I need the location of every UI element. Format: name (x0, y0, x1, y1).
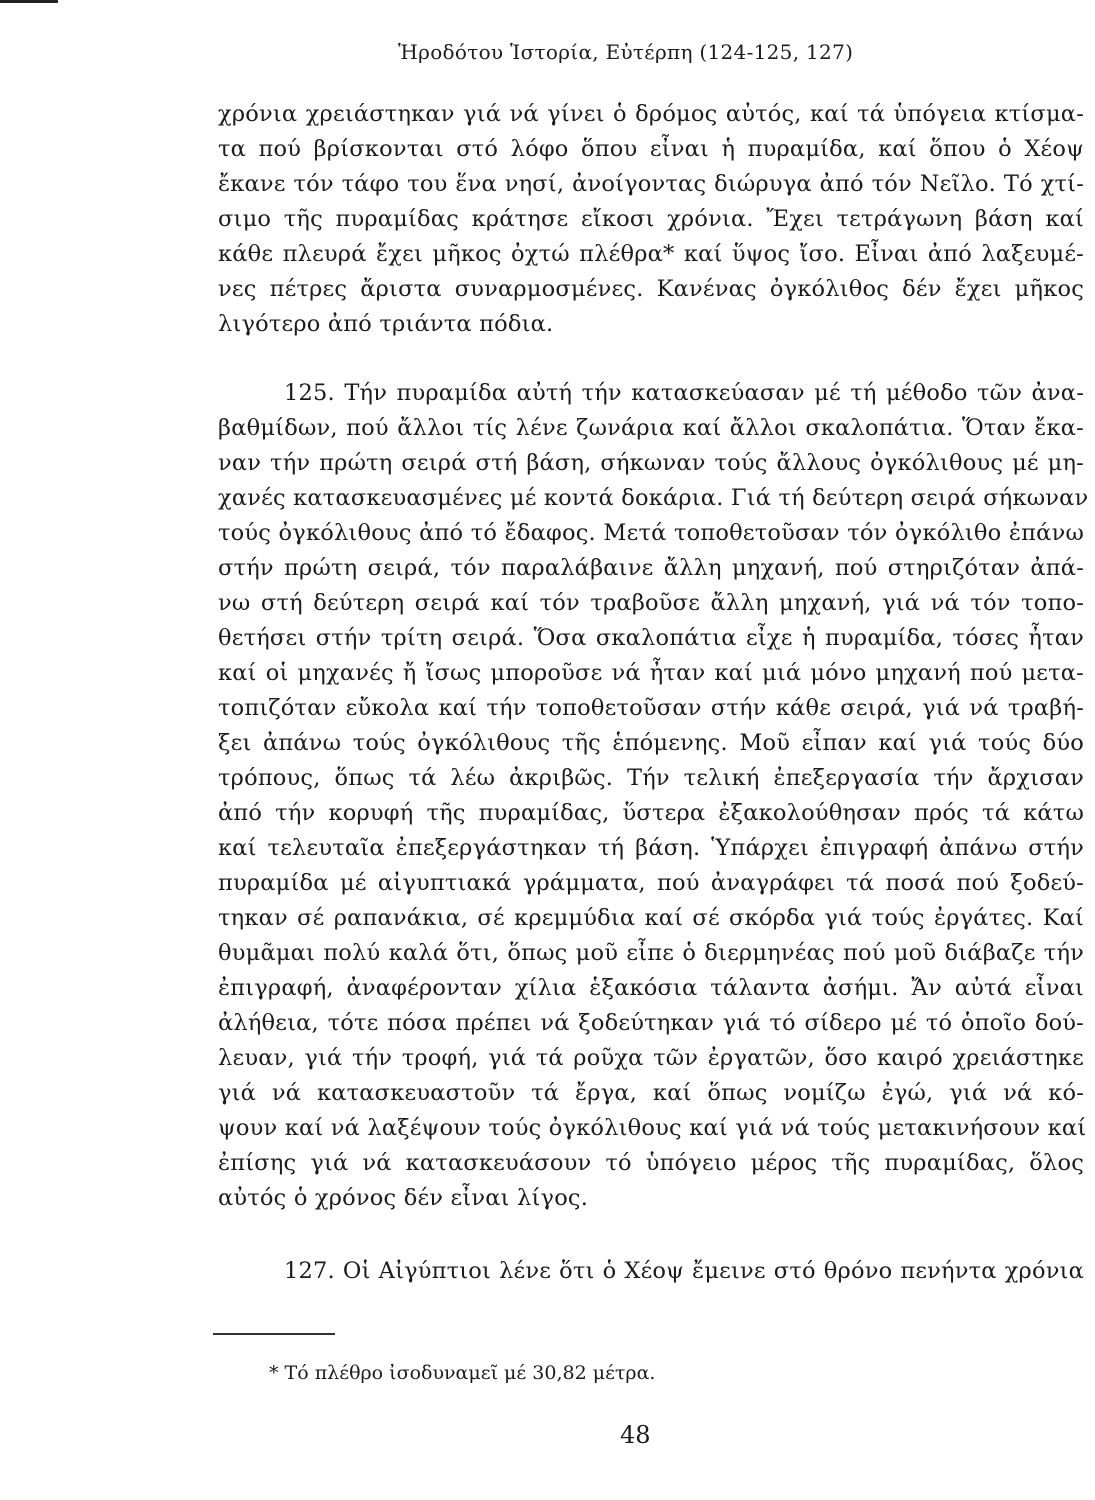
paragraph-125-start: 125. Τήν πυραμίδα αὐτή τήν κατασκεύασαν μέ τή μέθοδο τῶν ἀνα- (284, 380, 1084, 406)
text-line: θυμᾶμαι πολύ καλά ὅτι, ὅπως μοῦ εἶπε ὁ διερμηνέας πού μοῦ διάβαζε τήν (218, 940, 1084, 966)
paragraph-127-start: 127. Οἱ Αἰγύπτιοι λένε ὅτι ὁ Χέοψ ἔμεινε στό θρόνο πενήντα χρόνια (284, 1258, 1084, 1284)
page-number: 48 (620, 1421, 651, 1449)
text-line: ἀλήθεια, τότε πόσα πρέπει νά ξοδεύτηκαν γιά τό σίδερο μέ τό ὁποῖο δού- (218, 1010, 1084, 1036)
text-line: κάθε πλευρά ἔχει μῆκος ὀχτώ πλέθρα* καί ὕψος ἴσο. Εἶναι ἀπό λαξευμέ- (218, 241, 1084, 267)
text-line: στήν πρώτη σειρά, τόν παραλάβαινε ἄλλη μηχανή, πού στηριζόταν ἀπά- (218, 555, 1084, 581)
text-line: ξει ἀπάνω τούς ὀγκόλιθους τῆς ἑπόμενης. Μοῦ εἶπαν καί γιά τούς δύο (218, 730, 1084, 756)
text-line: νω στή δεύτερη σειρά καί τόν τραβοῦσε ἄλλη μηχανή, γιά νά τόν τοπο- (218, 590, 1084, 616)
text-line: τηκαν σέ ραπανάκια, σέ κρεμμύδια καί σέ σκόρδα γιά τούς ἐργάτες. Καί (218, 905, 1084, 931)
text-line: αὐτός ὁ χρόνος δέν εἶναι λίγος. (218, 1185, 589, 1211)
text-line: ψουν καί νά λαξέψουν τούς ὀγκόλιθους καί γιά νά τούς μετακινήσουν καί (218, 1115, 1087, 1141)
text-line: βαθμίδων, πού ἄλλοι τίς λένε ζωνάρια καί ἄλλοι σκαλοπάτια. Ὅταν ἔκα- (218, 415, 1084, 441)
text-line: καί οἱ μηχανές ἤ ἴσως μποροῦσε νά ἦταν καί μιά μόνο μηχανή πού μετα- (218, 660, 1084, 686)
text-line: χρόνια χρειάστηκαν γιά νά γίνει ὁ δρόμος αὐτός, καί τά ὑπόγεια κτίσμα- (218, 101, 1084, 127)
text-line: γιά νά κατασκευαστοῦν τά ἔργα, καί ὅπως νομίζω ἐγώ, γιά νά κό- (218, 1080, 1084, 1106)
text-line: ναν τήν πρώτη σειρά στή βάση, σήκωναν τούς ἄλλους ὀγκόλιθους μέ μη- (218, 450, 1084, 476)
text-line: χανές κατασκευασμένες μέ κοντά δοκάρια. Γιά τή δεύτερη σειρά σήκωναν (218, 485, 1089, 511)
top-edge-rule (0, 0, 58, 3)
text-line: τρόπους, ὅπως τά λέω ἀκριβῶς. Τήν τελική ἐπεξεργασία τήν ἄρχισαν (218, 765, 1084, 791)
footnote-separator (213, 1333, 335, 1335)
text-line: ἐπίσης γιά νά κατασκευάσουν τό ὑπόγειο μέρος τῆς πυραμίδας, ὅλος (218, 1150, 1084, 1176)
text-line: πυραμίδα μέ αἰγυπτιακά γράμματα, πού ἀναγράφει τά ποσά πού ξοδεύ- (218, 870, 1084, 896)
text-line: καί τελευταῖα ἐπεξεργάστηκαν τή βάση. Ὑπάρχει ἐπιγραφή ἀπάνω στήν (218, 835, 1084, 861)
text-line: τούς ὀγκόλιθους ἀπό τό ἔδαφος. Μετά τοποθετοῦσαν τόν ὀγκόλιθο ἐπάνω (218, 520, 1084, 546)
text-line: θετήσει στήν τρίτη σειρά. Ὅσα σκαλοπάτια εἶχε ἡ πυραμίδα, τόσες ἦταν (218, 625, 1084, 651)
text-line: τοπιζόταν εὔκολα καί τήν τοποθετοῦσαν στήν κάθε σειρά, γιά νά τραβή- (218, 695, 1084, 721)
text-line: λιγότερο ἀπό τριάντα πόδια. (218, 311, 554, 337)
text-line: σιμο τῆς πυραμίδας κράτησε εἴκοσι χρόνια. Ἔχει τετράγωνη βάση καί (218, 206, 1084, 232)
text-line: ἐπιγραφή, ἀναφέρονταν χίλια ἑξακόσια τάλαντα ἀσήμι. Ἄν αὐτά εἶναι (218, 975, 1084, 1001)
text-line: ἀπό τήν κορυφή τῆς πυραμίδας, ὕστερα ἐξακολούθησαν πρός τά κάτω (218, 800, 1084, 826)
footnote: * Τό πλέθρο ἰσοδυναμεῖ μέ 30,82 μέτρα. (269, 1362, 656, 1384)
text-line: νες πέτρες ἄριστα συναρμοσμένες. Κανένας ὀγκόλιθος δέν ἔχει μῆκος (218, 276, 1084, 302)
running-header: Ἡροδότου Ἱστορία, Εὐτέρπη (124-125, 127) (398, 40, 854, 64)
text-line: λευαν, γιά τήν τροφή, γιά τά ροῦχα τῶν ἐργατῶν, ὅσο καιρό χρειάστηκε (218, 1045, 1084, 1071)
text-line: ἔκανε τόν τάφο του ἕνα νησί, ἀνοίγοντας διώρυγα ἀπό τόν Νεῖλο. Τό χτί- (218, 171, 1084, 197)
text-line: τα πού βρίσκονται στό λόφο ὅπου εἶναι ἡ πυραμίδα, καί ὅπου ὁ Χέοψ (218, 136, 1084, 162)
